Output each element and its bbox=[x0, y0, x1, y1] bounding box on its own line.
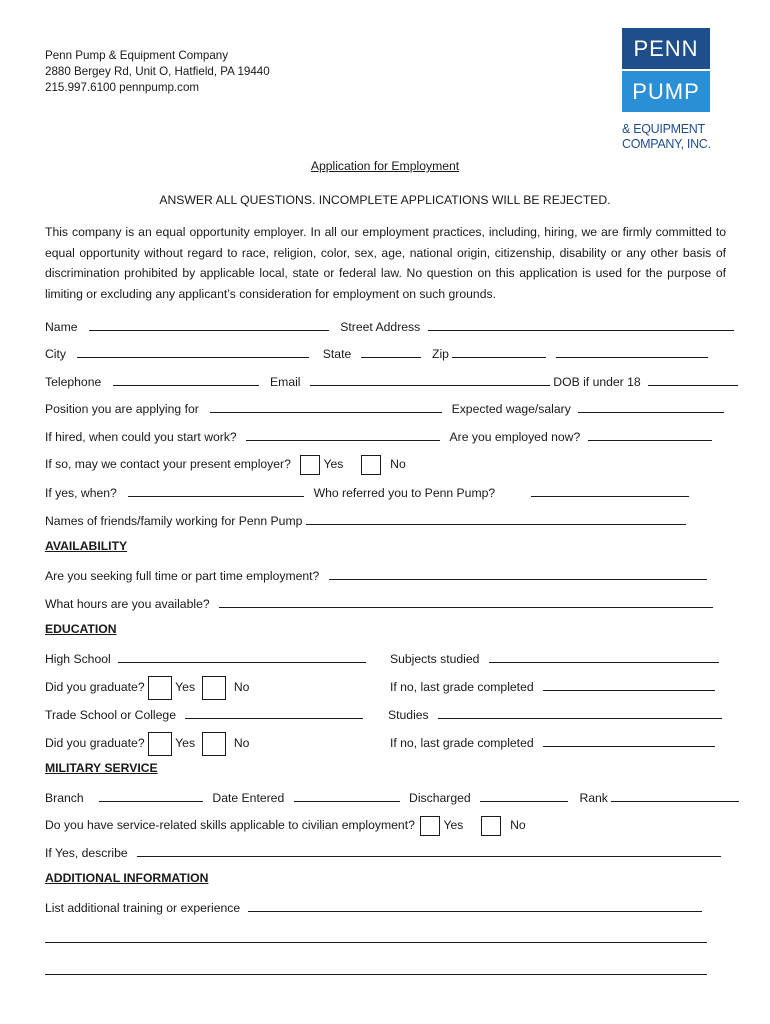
hs-graduate-row bbox=[45, 676, 249, 700]
training-line-2 bbox=[45, 930, 707, 946]
hs-graduate-yes-checkbox[interactable] bbox=[148, 676, 172, 700]
logo-company: COMPANY, INC. bbox=[622, 137, 711, 151]
name-label: Name bbox=[45, 320, 78, 334]
employed-label: Are you employed now? bbox=[449, 430, 581, 444]
training-field[interactable] bbox=[248, 899, 702, 912]
trade-graduate-label: Did you graduate? bbox=[45, 736, 145, 751]
email-field[interactable] bbox=[310, 373, 550, 386]
full-part-row bbox=[45, 567, 707, 583]
hs-last-grade-field[interactable] bbox=[543, 678, 715, 691]
logo-penn: PENN bbox=[622, 28, 710, 69]
studies-field[interactable] bbox=[438, 706, 722, 719]
rank-field[interactable] bbox=[611, 789, 739, 802]
hs-graduate-yes-label: Yes bbox=[175, 680, 196, 695]
eeo-statement: This company is an equal opportunity employer. In all our employment practices, including, hiring, we are firmly committed to equal opportunity without regard to race, religion, color, sex, age, national origin, citizenship, disability or any other basis of discrimination prohibited by applicable local, state or federal law. No question on this application is used for the purpose of limiting or excluding any applicant’s consideration for employment on such grounds. bbox=[45, 225, 726, 301]
city-label: City bbox=[45, 347, 66, 361]
telephone-row bbox=[45, 373, 738, 389]
subjects-field[interactable] bbox=[489, 650, 719, 663]
trade-last-grade-label: If no, last grade completed bbox=[390, 736, 534, 750]
trade-graduate-row bbox=[45, 732, 249, 756]
trade-graduate-no-checkbox[interactable] bbox=[202, 732, 226, 756]
trade-graduate-no-label: No bbox=[233, 736, 250, 751]
warning-text: ANSWER ALL QUESTIONS. INCOMPLETE APPLICATIONS WILL BE REJECTED. bbox=[159, 193, 611, 207]
military-heading: MILITARY SERVICE bbox=[45, 761, 158, 775]
position-row bbox=[45, 400, 724, 416]
hs-graduate-no-checkbox[interactable] bbox=[202, 676, 226, 700]
telephone-label: Telephone bbox=[45, 375, 102, 389]
branch-field[interactable] bbox=[99, 789, 203, 802]
hs-last-grade-row bbox=[390, 678, 715, 694]
trade-last-grade-row bbox=[390, 734, 715, 750]
contact-employer-row bbox=[45, 455, 406, 475]
hours-label: What hours are you available? bbox=[45, 597, 210, 611]
position-field[interactable] bbox=[210, 400, 442, 413]
contact-employer-no-checkbox[interactable] bbox=[361, 455, 381, 475]
dob-label: DOB if under 18 bbox=[553, 375, 641, 389]
start-row bbox=[45, 428, 712, 444]
telephone-field[interactable] bbox=[113, 373, 259, 386]
additional-heading: ADDITIONAL INFORMATION bbox=[45, 871, 209, 885]
hours-row bbox=[45, 595, 713, 611]
subjects-row bbox=[390, 650, 719, 666]
trade-field[interactable] bbox=[185, 706, 363, 719]
contact-employer-yes-checkbox[interactable] bbox=[300, 455, 320, 475]
company-name: Penn Pump & Equipment Company bbox=[45, 49, 229, 62]
full-part-label: Are you seeking full time or part time employment? bbox=[45, 569, 320, 583]
date-entered-field[interactable] bbox=[294, 789, 400, 802]
company-contact: 215.997.6100 pennpump.com bbox=[45, 81, 200, 94]
full-part-field[interactable] bbox=[329, 567, 707, 580]
zip-extra-field[interactable] bbox=[556, 345, 708, 358]
skills-yes-label: Yes bbox=[443, 818, 464, 833]
position-label: Position you are applying for bbox=[45, 402, 199, 416]
date-entered-label: Date Entered bbox=[212, 791, 285, 805]
contact-employer-no-label: No bbox=[390, 457, 406, 472]
hs-graduate-label: Did you graduate? bbox=[45, 680, 145, 695]
describe-label: If Yes, describe bbox=[45, 846, 128, 860]
skills-no-label: No bbox=[510, 818, 526, 833]
skills-no-checkbox[interactable] bbox=[481, 816, 501, 836]
skills-yes-checkbox[interactable] bbox=[420, 816, 440, 836]
discharged-label: Discharged bbox=[409, 791, 471, 805]
skills-label: Do you have service-related skills applicable to civilian employment? bbox=[45, 818, 415, 833]
subjects-label: Subjects studied bbox=[390, 652, 480, 666]
name-row bbox=[45, 318, 734, 334]
studies-row bbox=[388, 706, 722, 722]
zip-field[interactable] bbox=[452, 345, 546, 358]
when-field[interactable] bbox=[128, 484, 304, 497]
contact-employer-yes-label: Yes bbox=[323, 457, 344, 472]
studies-label: Studies bbox=[388, 708, 429, 722]
training-row bbox=[45, 899, 702, 915]
training-label: List additional training or experience bbox=[45, 901, 241, 915]
friends-row bbox=[45, 512, 686, 528]
city-row bbox=[45, 345, 708, 361]
friends-field[interactable] bbox=[306, 512, 686, 525]
describe-field[interactable] bbox=[137, 844, 721, 857]
email-label: Email bbox=[270, 375, 301, 389]
describe-row bbox=[45, 844, 721, 860]
training-field-line-2[interactable] bbox=[45, 930, 707, 943]
company-address: 2880 Bergey Rd, Unit O, Hatfield, PA 19440 bbox=[45, 65, 270, 78]
friends-label: Names of friends/family working for Penn Pump bbox=[45, 514, 303, 528]
company-logo bbox=[622, 28, 712, 152]
start-field[interactable] bbox=[246, 428, 440, 441]
hours-field[interactable] bbox=[219, 595, 713, 608]
referred-field[interactable] bbox=[531, 484, 689, 497]
trade-last-grade-field[interactable] bbox=[543, 734, 715, 747]
training-line-3 bbox=[45, 962, 707, 978]
start-label: If hired, when could you start work? bbox=[45, 430, 237, 444]
city-field[interactable] bbox=[77, 345, 309, 358]
street-label: Street Address bbox=[340, 320, 421, 334]
high-school-row bbox=[45, 650, 366, 666]
name-field[interactable] bbox=[89, 318, 329, 331]
education-heading: EDUCATION bbox=[45, 622, 117, 636]
trade-row bbox=[45, 706, 363, 722]
wage-label: Expected wage/salary bbox=[451, 402, 571, 416]
branch-label: Branch bbox=[45, 791, 84, 805]
high-school-field[interactable] bbox=[118, 650, 366, 663]
hs-last-grade-label: If no, last grade completed bbox=[390, 680, 534, 694]
when-label: If yes, when? bbox=[45, 486, 117, 500]
referred-label: Who referred you to Penn Pump? bbox=[313, 486, 496, 500]
page-title: Application for Employment bbox=[310, 159, 460, 173]
dob-field[interactable] bbox=[648, 373, 738, 386]
employed-field[interactable] bbox=[588, 428, 712, 441]
availability-heading: AVAILABILITY bbox=[45, 539, 128, 553]
wage-field[interactable] bbox=[578, 400, 724, 413]
contact-employer-label: If so, may we contact your present employer? bbox=[45, 457, 291, 472]
trade-graduate-yes-checkbox[interactable] bbox=[148, 732, 172, 756]
logo-equipment: & EQUIPMENT bbox=[622, 122, 705, 136]
street-field[interactable] bbox=[428, 318, 734, 331]
discharged-field[interactable] bbox=[480, 789, 568, 802]
logo-pump: PUMP bbox=[622, 71, 710, 112]
state-label: State bbox=[322, 347, 352, 361]
zip-label: Zip bbox=[432, 347, 449, 361]
company-address-block bbox=[45, 48, 270, 96]
hs-graduate-no-label: No bbox=[233, 680, 250, 695]
training-field-line-3[interactable] bbox=[45, 962, 707, 975]
state-field[interactable] bbox=[361, 345, 421, 358]
trade-graduate-yes-label: Yes bbox=[175, 736, 196, 751]
referral-row bbox=[45, 484, 689, 500]
trade-label: Trade School or College bbox=[45, 708, 176, 722]
high-school-label: High School bbox=[45, 652, 111, 666]
military-row bbox=[45, 789, 739, 805]
rank-label: Rank bbox=[579, 791, 608, 805]
skills-row bbox=[45, 816, 526, 836]
